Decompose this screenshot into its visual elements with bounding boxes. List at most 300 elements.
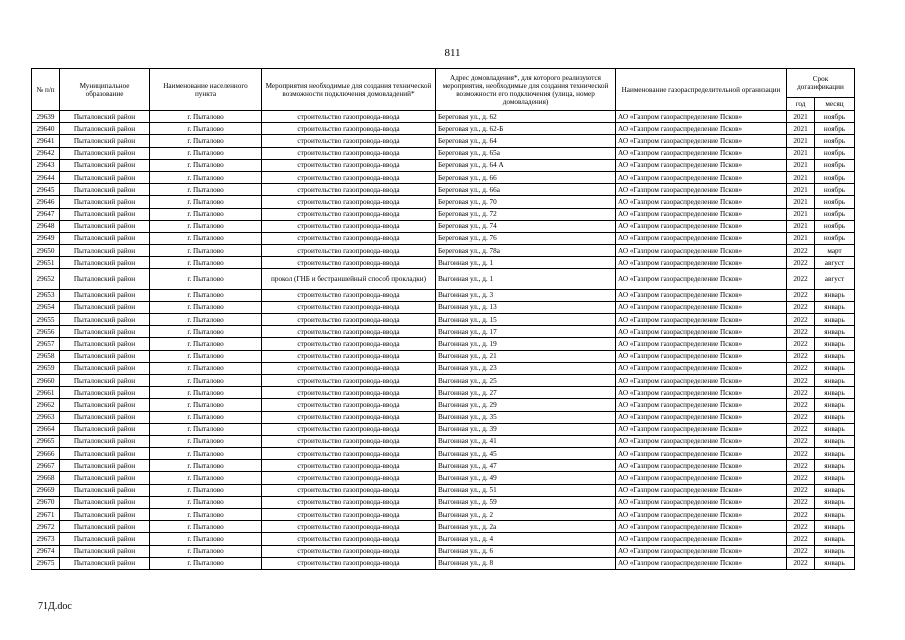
cell-municipality: Пыталовский район — [60, 448, 150, 460]
cell-municipality: Пыталовский район — [60, 135, 150, 147]
cell-settlement: г. Пыталово — [150, 509, 262, 521]
cell-settlement: г. Пыталово — [150, 496, 262, 508]
cell-address: Береговая ул., д. 66а — [436, 184, 616, 196]
cell-org: АО «Газпром газораспределение Псков» — [616, 484, 787, 496]
cell-month: январь — [815, 496, 855, 508]
table-row — [32, 374, 855, 386]
cell-address: Выгонная ул., д. 2 — [436, 509, 616, 521]
cell-municipality: Пыталовский район — [60, 147, 150, 159]
cell-year: 2021 — [787, 111, 815, 123]
cell-month: август — [815, 257, 855, 269]
cell-year: 2022 — [787, 448, 815, 460]
cell-org: АО «Газпром газораспределение Псков» — [616, 374, 787, 386]
cell-settlement: г. Пыталово — [150, 196, 262, 208]
cell-municipality: Пыталовский район — [60, 484, 150, 496]
cell-address: Выгонная ул., д. 41 — [436, 435, 616, 447]
cell-activity: строительство газопровода-ввода — [262, 484, 436, 496]
cell-settlement: г. Пыталово — [150, 232, 262, 244]
cell-year: 2022 — [787, 557, 815, 569]
cell-num: 29659 — [32, 362, 60, 374]
cell-num: 29648 — [32, 220, 60, 232]
gasification-table — [31, 68, 855, 570]
cell-month: январь — [815, 545, 855, 557]
cell-municipality: Пыталовский район — [60, 208, 150, 220]
cell-activity: строительство газопровода-ввода — [262, 257, 436, 269]
cell-num: 29649 — [32, 232, 60, 244]
cell-year: 2022 — [787, 460, 815, 472]
cell-activity: строительство газопровода-ввода — [262, 123, 436, 135]
cell-year: 2021 — [787, 135, 815, 147]
cell-month: ноябрь — [815, 232, 855, 244]
cell-municipality: Пыталовский район — [60, 159, 150, 171]
cell-month: январь — [815, 460, 855, 472]
cell-municipality: Пыталовский район — [60, 521, 150, 533]
cell-municipality: Пыталовский район — [60, 557, 150, 569]
table-row — [32, 533, 855, 545]
cell-month: январь — [815, 350, 855, 362]
cell-org: АО «Газпром газораспределение Псков» — [616, 509, 787, 521]
cell-year: 2022 — [787, 362, 815, 374]
cell-settlement: г. Пыталово — [150, 220, 262, 232]
table-row — [32, 521, 855, 533]
cell-org: АО «Газпром газораспределение Псков» — [616, 159, 787, 171]
table-row — [32, 171, 855, 183]
cell-num: 29664 — [32, 423, 60, 435]
cell-settlement: г. Пыталово — [150, 269, 262, 289]
cell-year: 2022 — [787, 338, 815, 350]
cell-activity: строительство газопровода-ввода — [262, 423, 436, 435]
cell-year: 2021 — [787, 184, 815, 196]
cell-activity: строительство газопровода-ввода — [262, 374, 436, 386]
cell-activity: строительство газопровода-ввода — [262, 208, 436, 220]
table-row — [32, 484, 855, 496]
cell-num: 29670 — [32, 496, 60, 508]
cell-num: 29671 — [32, 509, 60, 521]
table-row — [32, 289, 855, 301]
header-org: Наименование газораспределительной организации — [616, 69, 787, 111]
cell-num: 29642 — [32, 147, 60, 159]
cell-settlement: г. Пыталово — [150, 338, 262, 350]
cell-num: 29658 — [32, 350, 60, 362]
table-row — [32, 496, 855, 508]
header-municipality: Муниципальное образование — [60, 69, 150, 111]
cell-activity: строительство газопровода-ввода — [262, 196, 436, 208]
cell-year: 2022 — [787, 245, 815, 257]
cell-org: АО «Газпром газораспределение Псков» — [616, 350, 787, 362]
cell-settlement: г. Пыталово — [150, 374, 262, 386]
cell-address: Выгонная ул., д. 45 — [436, 448, 616, 460]
cell-month: ноябрь — [815, 220, 855, 232]
cell-month: ноябрь — [815, 208, 855, 220]
cell-municipality: Пыталовский район — [60, 245, 150, 257]
cell-org: АО «Газпром газораспределение Псков» — [616, 387, 787, 399]
cell-address: Выгонная ул., д. 59 — [436, 496, 616, 508]
cell-address: Выгонная ул., д. 6 — [436, 545, 616, 557]
cell-num: 29661 — [32, 387, 60, 399]
cell-address: Выгонная ул., д. 35 — [436, 411, 616, 423]
cell-year: 2021 — [787, 147, 815, 159]
cell-org: АО «Газпром газораспределение Псков» — [616, 232, 787, 244]
cell-month: январь — [815, 521, 855, 533]
cell-municipality: Пыталовский район — [60, 314, 150, 326]
cell-address: Береговая ул., д. 62-Б — [436, 123, 616, 135]
cell-activity: строительство газопровода-ввода — [262, 350, 436, 362]
cell-municipality: Пыталовский район — [60, 111, 150, 123]
cell-month: январь — [815, 509, 855, 521]
cell-address: Выгонная ул., д. 3 — [436, 289, 616, 301]
cell-activity: строительство газопровода-ввода — [262, 521, 436, 533]
cell-org: АО «Газпром газораспределение Псков» — [616, 435, 787, 447]
cell-num: 29653 — [32, 289, 60, 301]
table-row — [32, 338, 855, 350]
cell-num: 29674 — [32, 545, 60, 557]
table-row — [32, 159, 855, 171]
cell-num: 29667 — [32, 460, 60, 472]
cell-month: январь — [815, 435, 855, 447]
cell-org: АО «Газпром газораспределение Псков» — [616, 338, 787, 350]
cell-address: Выгонная ул., д. 47 — [436, 460, 616, 472]
cell-num: 29656 — [32, 326, 60, 338]
cell-org: АО «Газпром газораспределение Псков» — [616, 557, 787, 569]
cell-num: 29651 — [32, 257, 60, 269]
cell-num: 29673 — [32, 533, 60, 545]
cell-settlement: г. Пыталово — [150, 123, 262, 135]
cell-address: Выгонная ул., д. 8 — [436, 557, 616, 569]
cell-municipality: Пыталовский район — [60, 350, 150, 362]
cell-org: АО «Газпром газораспределение Псков» — [616, 472, 787, 484]
cell-activity: строительство газопровода-ввода — [262, 448, 436, 460]
cell-activity: строительство газопровода-ввода — [262, 245, 436, 257]
cell-settlement: г. Пыталово — [150, 399, 262, 411]
page-number: 811 — [444, 47, 461, 59]
cell-year: 2022 — [787, 545, 815, 557]
cell-municipality: Пыталовский район — [60, 171, 150, 183]
cell-address: Выгонная ул., д. 1 — [436, 257, 616, 269]
cell-activity: строительство газопровода-ввода — [262, 314, 436, 326]
cell-activity: строительство газопровода-ввода — [262, 326, 436, 338]
cell-month: январь — [815, 557, 855, 569]
cell-address: Выгонная ул., д. 17 — [436, 326, 616, 338]
cell-settlement: г. Пыталово — [150, 350, 262, 362]
cell-month: январь — [815, 399, 855, 411]
cell-activity: строительство газопровода-ввода — [262, 545, 436, 557]
cell-municipality: Пыталовский район — [60, 533, 150, 545]
table-row — [32, 111, 855, 123]
table-row — [32, 350, 855, 362]
table-row — [32, 257, 855, 269]
cell-settlement: г. Пыталово — [150, 326, 262, 338]
cell-address: Береговая ул., д. 72 — [436, 208, 616, 220]
cell-month: ноябрь — [815, 123, 855, 135]
table-row — [32, 460, 855, 472]
cell-org: АО «Газпром газораспределение Псков» — [616, 448, 787, 460]
cell-municipality: Пыталовский район — [60, 460, 150, 472]
cell-settlement: г. Пыталово — [150, 448, 262, 460]
cell-settlement: г. Пыталово — [150, 184, 262, 196]
cell-org: АО «Газпром газораспределение Псков» — [616, 301, 787, 313]
table-row — [32, 411, 855, 423]
cell-settlement: г. Пыталово — [150, 435, 262, 447]
cell-municipality: Пыталовский район — [60, 374, 150, 386]
cell-month: январь — [815, 484, 855, 496]
cell-settlement: г. Пыталово — [150, 257, 262, 269]
cell-org: АО «Газпром газораспределение Псков» — [616, 171, 787, 183]
cell-org: АО «Газпром газораспределение Псков» — [616, 123, 787, 135]
cell-settlement: г. Пыталово — [150, 135, 262, 147]
table-row — [32, 123, 855, 135]
cell-municipality: Пыталовский район — [60, 472, 150, 484]
table-row — [32, 448, 855, 460]
cell-year: 2022 — [787, 399, 815, 411]
cell-year: 2022 — [787, 269, 815, 289]
cell-year: 2022 — [787, 509, 815, 521]
cell-activity: строительство газопровода-ввода — [262, 338, 436, 350]
table-row — [32, 387, 855, 399]
cell-org: АО «Газпром газораспределение Псков» — [616, 289, 787, 301]
cell-settlement: г. Пыталово — [150, 289, 262, 301]
cell-month: январь — [815, 472, 855, 484]
cell-address: Выгонная ул., д. 49 — [436, 472, 616, 484]
cell-org: АО «Газпром газораспределение Псков» — [616, 496, 787, 508]
table-row — [32, 314, 855, 326]
cell-year: 2021 — [787, 123, 815, 135]
cell-org: АО «Газпром газораспределение Псков» — [616, 220, 787, 232]
cell-municipality: Пыталовский район — [60, 289, 150, 301]
cell-address: Береговая ул., д. 66 — [436, 171, 616, 183]
cell-month: январь — [815, 448, 855, 460]
cell-org: АО «Газпром газораспределение Псков» — [616, 111, 787, 123]
cell-settlement: г. Пыталово — [150, 314, 262, 326]
cell-num: 29662 — [32, 399, 60, 411]
cell-address: Выгонная ул., д. 13 — [436, 301, 616, 313]
cell-municipality: Пыталовский район — [60, 387, 150, 399]
cell-municipality: Пыталовский район — [60, 257, 150, 269]
cell-org: АО «Газпром газораспределение Псков» — [616, 314, 787, 326]
cell-year: 2022 — [787, 374, 815, 386]
cell-municipality: Пыталовский район — [60, 399, 150, 411]
cell-activity: строительство газопровода-ввода — [262, 387, 436, 399]
table-row — [32, 208, 855, 220]
cell-municipality: Пыталовский район — [60, 301, 150, 313]
table-row — [32, 184, 855, 196]
cell-municipality: Пыталовский район — [60, 220, 150, 232]
cell-num: 29646 — [32, 196, 60, 208]
table-row — [32, 269, 855, 289]
table-row — [32, 245, 855, 257]
cell-activity: строительство газопровода-ввода — [262, 220, 436, 232]
cell-num: 29669 — [32, 484, 60, 496]
cell-settlement: г. Пыталово — [150, 362, 262, 374]
cell-year: 2022 — [787, 289, 815, 301]
cell-num: 29644 — [32, 171, 60, 183]
cell-activity: строительство газопровода-ввода — [262, 362, 436, 374]
cell-org: АО «Газпром газораспределение Псков» — [616, 411, 787, 423]
cell-org: АО «Газпром газораспределение Псков» — [616, 147, 787, 159]
cell-settlement: г. Пыталово — [150, 484, 262, 496]
cell-settlement: г. Пыталово — [150, 387, 262, 399]
cell-settlement: г. Пыталово — [150, 147, 262, 159]
cell-municipality: Пыталовский район — [60, 269, 150, 289]
cell-address: Выгонная ул., д. 23 — [436, 362, 616, 374]
cell-num: 29643 — [32, 159, 60, 171]
cell-num: 29647 — [32, 208, 60, 220]
cell-year: 2022 — [787, 423, 815, 435]
table-row — [32, 147, 855, 159]
cell-municipality: Пыталовский район — [60, 545, 150, 557]
cell-activity: строительство газопровода-ввода — [262, 411, 436, 423]
cell-month: январь — [815, 411, 855, 423]
table-row — [32, 435, 855, 447]
cell-year: 2022 — [787, 350, 815, 362]
cell-activity: строительство газопровода-ввода — [262, 557, 436, 569]
cell-year: 2021 — [787, 196, 815, 208]
cell-org: АО «Газпром газораспределение Псков» — [616, 196, 787, 208]
cell-settlement: г. Пыталово — [150, 533, 262, 545]
cell-address: Выгонная ул., д. 39 — [436, 423, 616, 435]
cell-org: АО «Газпром газораспределение Псков» — [616, 257, 787, 269]
table-row — [32, 135, 855, 147]
cell-address: Береговая ул., д. 76 — [436, 232, 616, 244]
cell-org: АО «Газпром газораспределение Псков» — [616, 245, 787, 257]
cell-year: 2022 — [787, 301, 815, 313]
cell-activity: строительство газопровода-ввода — [262, 171, 436, 183]
cell-settlement: г. Пыталово — [150, 472, 262, 484]
cell-address: Береговая ул., д. 64 — [436, 135, 616, 147]
cell-month: ноябрь — [815, 135, 855, 147]
cell-org: АО «Газпром газораспределение Псков» — [616, 135, 787, 147]
cell-address: Береговая ул., д. 65а — [436, 147, 616, 159]
cell-month: январь — [815, 314, 855, 326]
cell-org: АО «Газпром газораспределение Псков» — [616, 460, 787, 472]
cell-year: 2022 — [787, 387, 815, 399]
cell-municipality: Пыталовский район — [60, 435, 150, 447]
cell-settlement: г. Пыталово — [150, 171, 262, 183]
cell-municipality: Пыталовский район — [60, 496, 150, 508]
cell-activity: прокол (ГНБ и бестраншейный способ прокладки) — [262, 269, 436, 289]
cell-org: АО «Газпром газораспределение Псков» — [616, 184, 787, 196]
table-row — [32, 557, 855, 569]
cell-settlement: г. Пыталово — [150, 301, 262, 313]
cell-activity: строительство газопровода-ввода — [262, 533, 436, 545]
cell-month: январь — [815, 362, 855, 374]
cell-num: 29655 — [32, 314, 60, 326]
cell-activity: строительство газопровода-ввода — [262, 111, 436, 123]
cell-address: Береговая ул., д. 64 А — [436, 159, 616, 171]
cell-activity: строительство газопровода-ввода — [262, 289, 436, 301]
cell-month: март — [815, 245, 855, 257]
cell-address: Выгонная ул., д. 51 — [436, 484, 616, 496]
table-row — [32, 301, 855, 313]
cell-month: январь — [815, 374, 855, 386]
cell-address: Выгонная ул., д. 2а — [436, 521, 616, 533]
cell-num: 29675 — [32, 557, 60, 569]
cell-org: АО «Газпром газораспределение Псков» — [616, 399, 787, 411]
cell-settlement: г. Пыталово — [150, 111, 262, 123]
cell-municipality: Пыталовский район — [60, 196, 150, 208]
cell-num: 29666 — [32, 448, 60, 460]
cell-activity: строительство газопровода-ввода — [262, 472, 436, 484]
cell-municipality: Пыталовский район — [60, 423, 150, 435]
cell-activity: строительство газопровода-ввода — [262, 301, 436, 313]
cell-activity: строительство газопровода-ввода — [262, 135, 436, 147]
cell-activity: строительство газопровода-ввода — [262, 496, 436, 508]
header-year: год — [787, 98, 815, 111]
cell-activity: строительство газопровода-ввода — [262, 460, 436, 472]
cell-year: 2021 — [787, 220, 815, 232]
cell-municipality: Пыталовский район — [60, 338, 150, 350]
cell-address: Выгонная ул., д. 19 — [436, 338, 616, 350]
cell-activity: строительство газопровода-ввода — [262, 509, 436, 521]
cell-num: 29665 — [32, 435, 60, 447]
cell-year: 2022 — [787, 435, 815, 447]
cell-settlement: г. Пыталово — [150, 411, 262, 423]
cell-year: 2021 — [787, 159, 815, 171]
cell-activity: строительство газопровода-ввода — [262, 159, 436, 171]
cell-num: 29660 — [32, 374, 60, 386]
cell-address: Выгонная ул., д. 1 — [436, 269, 616, 289]
cell-num: 29657 — [32, 338, 60, 350]
cell-address: Выгонная ул., д. 27 — [436, 387, 616, 399]
cell-year: 2022 — [787, 314, 815, 326]
cell-month: январь — [815, 338, 855, 350]
cell-activity: строительство газопровода-ввода — [262, 435, 436, 447]
header-settlement: Наименование населенного пункта — [150, 69, 262, 111]
cell-org: АО «Газпром газораспределение Псков» — [616, 362, 787, 374]
cell-num: 29668 — [32, 472, 60, 484]
cell-activity: строительство газопровода-ввода — [262, 232, 436, 244]
cell-org: АО «Газпром газораспределение Псков» — [616, 326, 787, 338]
cell-settlement: г. Пыталово — [150, 245, 262, 257]
cell-month: ноябрь — [815, 196, 855, 208]
cell-month: январь — [815, 301, 855, 313]
cell-year: 2022 — [787, 484, 815, 496]
cell-month: ноябрь — [815, 111, 855, 123]
cell-month: ноябрь — [815, 171, 855, 183]
cell-org: АО «Газпром газораспределение Псков» — [616, 208, 787, 220]
cell-year: 2021 — [787, 208, 815, 220]
cell-org: АО «Газпром газораспределение Псков» — [616, 521, 787, 533]
cell-month: январь — [815, 423, 855, 435]
cell-municipality: Пыталовский район — [60, 509, 150, 521]
table-row — [32, 326, 855, 338]
cell-month: ноябрь — [815, 184, 855, 196]
cell-settlement: г. Пыталово — [150, 208, 262, 220]
cell-num: 29645 — [32, 184, 60, 196]
cell-month: январь — [815, 326, 855, 338]
cell-year: 2022 — [787, 411, 815, 423]
cell-address: Выгонная ул., д. 4 — [436, 533, 616, 545]
table-body — [32, 111, 855, 570]
cell-num: 29654 — [32, 301, 60, 313]
table-row — [32, 399, 855, 411]
cell-municipality: Пыталовский район — [60, 362, 150, 374]
header-month: месяц — [815, 98, 855, 111]
cell-num: 29641 — [32, 135, 60, 147]
cell-month: январь — [815, 387, 855, 399]
cell-year: 2022 — [787, 257, 815, 269]
cell-org: АО «Газпром газораспределение Псков» — [616, 269, 787, 289]
cell-org: АО «Газпром газораспределение Псков» — [616, 545, 787, 557]
cell-address: Береговая ул., д. 78а — [436, 245, 616, 257]
cell-num: 29672 — [32, 521, 60, 533]
cell-settlement: г. Пыталово — [150, 545, 262, 557]
cell-num: 29652 — [32, 269, 60, 289]
cell-year: 2022 — [787, 472, 815, 484]
cell-settlement: г. Пыталово — [150, 521, 262, 533]
cell-settlement: г. Пыталово — [150, 460, 262, 472]
footer-filename: 71Д.doc — [38, 601, 72, 612]
cell-activity: строительство газопровода-ввода — [262, 184, 436, 196]
